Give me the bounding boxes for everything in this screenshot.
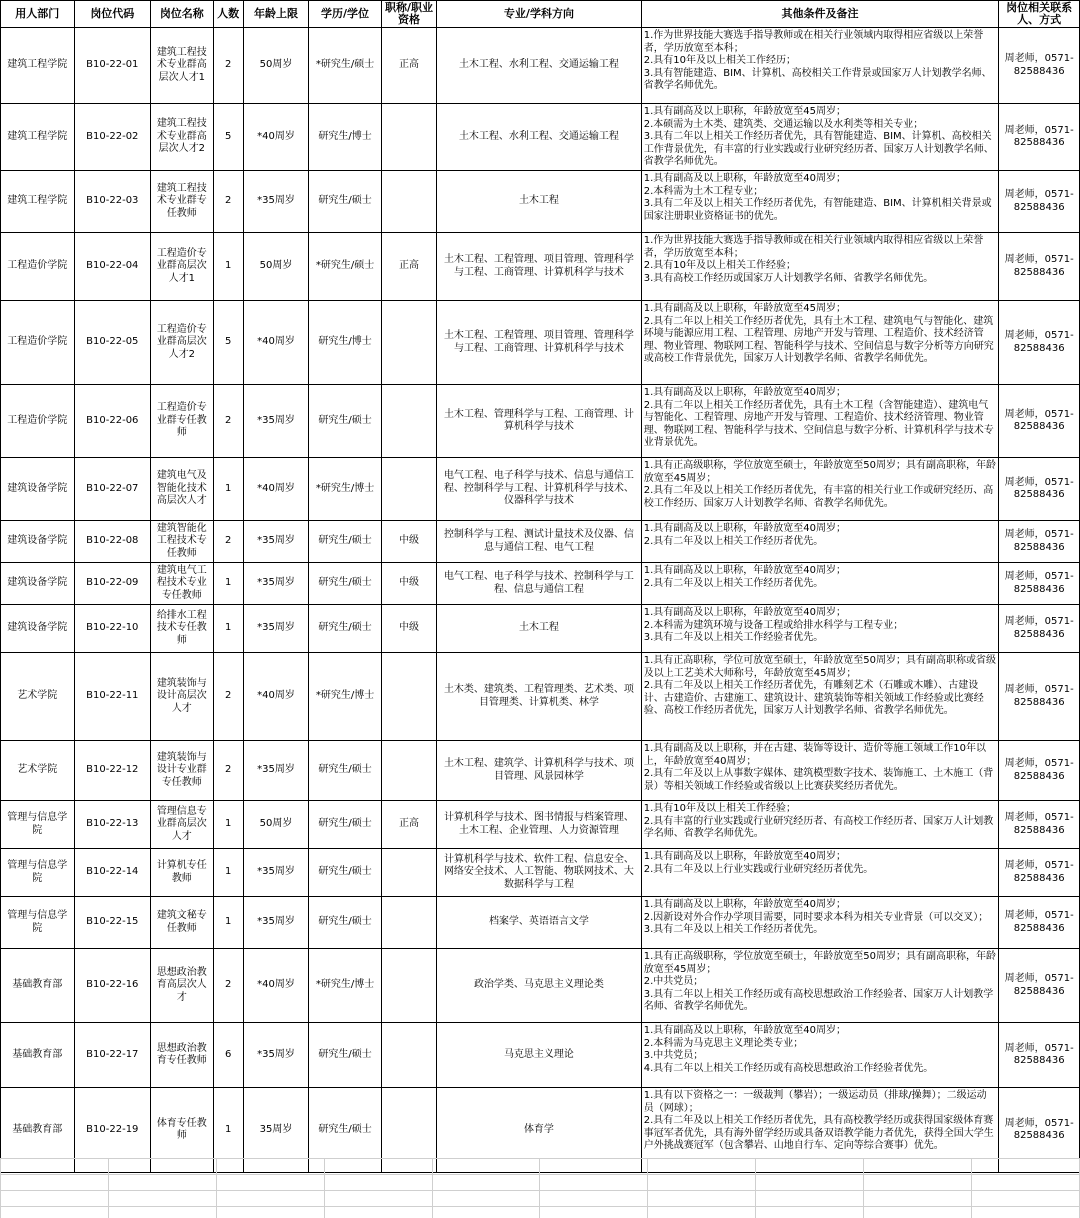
count-cell: 2: [213, 949, 243, 1023]
code-cell: B10-22-17: [74, 1023, 151, 1088]
note-line: 2.具有10年及以上相关工作经历；: [643, 55, 796, 66]
note-line: 1.作为世界技能大赛选手指导教师或在相关行业领域内取得相应省级以上荣誉者，学历放宽至本科；: [643, 235, 984, 259]
education-cell: 研究生/硕士: [309, 849, 382, 897]
note-line: 1.具有副高及以上职称，年龄放宽至40周岁；: [643, 1025, 846, 1036]
code-cell: B10-22-15: [74, 897, 151, 949]
contact-cell: 周老师，0571-82588436: [999, 801, 1080, 849]
title-cell: 中级: [381, 521, 436, 563]
education-cell: 研究生/硕士: [309, 605, 382, 653]
age-cell: *35周岁: [243, 741, 308, 801]
position-name-cell: 建筑文秘专任教师: [151, 897, 213, 949]
title-cell: 正高: [381, 28, 436, 104]
note-line: 1.具有副高及以上职称，年龄放宽至45周岁；: [643, 303, 846, 314]
header-title: 职称/职业资格: [381, 1, 436, 28]
notes-cell: [641, 171, 999, 233]
title-cell: [381, 949, 436, 1023]
major-cell: 土木工程、工程管理、项目管理、管理科学与工程、工商管理、计算机科学与技术: [437, 301, 642, 385]
education-cell: 研究生/硕士: [309, 1023, 382, 1088]
count-cell: 2: [213, 28, 243, 104]
education-cell: 研究生/博士: [309, 301, 382, 385]
code-cell: B10-22-08: [74, 521, 151, 563]
position-name-cell: 思想政治教育高层次人才: [151, 949, 213, 1023]
education-cell: *研究生/硕士: [309, 233, 382, 301]
position-name-cell: 工程造价专业群高层次人才1: [151, 233, 213, 301]
header-contact: 岗位相关联系人、方式: [999, 1, 1080, 28]
table-row: [1, 949, 1080, 1023]
position-name-cell: 体育专任教师: [151, 1088, 213, 1173]
age-cell: 50周岁: [243, 801, 308, 849]
contact-cell: 周老师，0571-82588436: [999, 563, 1080, 605]
note-line: 2.本科需为马克思主义理论类专业；: [643, 1037, 804, 1049]
notes-cell: [641, 104, 999, 171]
table-row: [1, 521, 1080, 563]
dept-cell: 基础教育部: [1, 1023, 75, 1088]
code-cell: B10-22-11: [74, 653, 151, 741]
contact-cell: 周老师，0571-82588436: [999, 521, 1080, 563]
position-name-cell: 计算机专任教师: [151, 849, 213, 897]
contact-cell: 周老师，0571-82588436: [999, 897, 1080, 949]
title-cell: [381, 653, 436, 741]
dept-cell: 建筑工程学院: [1, 28, 75, 104]
major-cell: 土木工程、水利工程、交通运输工程: [437, 28, 642, 104]
notes-cell: [641, 301, 999, 385]
major-cell: 土木工程、水利工程、交通运输工程: [437, 104, 642, 171]
count-cell: 2: [213, 653, 243, 741]
age-cell: *35周岁: [243, 897, 308, 949]
notes-cell: [641, 605, 999, 653]
notes-cell: [641, 233, 999, 301]
note-line: 2.本科需为土木工程专业；: [643, 185, 764, 197]
note-line: 2.具有二年及以上行业实践或行业研究经历者优先。: [643, 863, 874, 875]
table-row: [1, 301, 1080, 385]
empty-grid-area: [0, 1158, 1080, 1218]
contact-cell: 周老师，0571-82588436: [999, 849, 1080, 897]
code-cell: B10-22-13: [74, 801, 151, 849]
age-cell: *35周岁: [243, 605, 308, 653]
major-cell: 马克思主义理论: [437, 1023, 642, 1088]
major-cell: 计算机科学与技术、软件工程、信息安全、网络安全技术、人工智能、物联网技术、大数据科学与工程: [437, 849, 642, 897]
note-line: 4.具有二年以上相关工作经历或有高校思想政治工作经验者优先。: [643, 1062, 934, 1074]
notes-cell: [641, 563, 999, 605]
dept-cell: 工程造价学院: [1, 233, 75, 301]
title-cell: [381, 1023, 436, 1088]
dept-cell: 建筑工程学院: [1, 171, 75, 233]
age-cell: *40周岁: [243, 301, 308, 385]
header-name: 岗位名称: [151, 1, 213, 28]
table-row: [1, 563, 1080, 605]
position-name-cell: 建筑装饰与设计专业群专任教师: [151, 741, 213, 801]
position-name-cell: 工程造价专业群专任教师: [151, 385, 213, 458]
count-cell: 1: [213, 458, 243, 521]
header-edu: 学历/学位: [309, 1, 382, 28]
age-cell: *35周岁: [243, 385, 308, 458]
dept-cell: 工程造价学院: [1, 385, 75, 458]
contact-cell: 周老师，0571-82588436: [999, 605, 1080, 653]
count-cell: 1: [213, 233, 243, 301]
count-cell: 5: [213, 104, 243, 171]
code-cell: B10-22-02: [74, 104, 151, 171]
table-row: [1, 385, 1080, 458]
note-line: 1.具有正高级职称，学位放宽至硕士，年龄放宽至50周岁；具有副高职称，年龄放宽至45周岁；: [643, 460, 996, 484]
header-notes: 其他条件及备注: [641, 1, 999, 28]
table-row: [1, 28, 1080, 104]
contact-cell: 周老师，0571-82588436: [999, 1088, 1080, 1173]
title-cell: [381, 458, 436, 521]
note-line: 1.具有副高及以上职称，年龄放宽至40周岁；: [643, 173, 846, 184]
contact-cell: 周老师，0571-82588436: [999, 104, 1080, 171]
major-cell: 土木工程: [437, 171, 642, 233]
education-cell: 研究生/博士: [309, 104, 382, 171]
age-cell: *40周岁: [243, 653, 308, 741]
notes-cell: [641, 1023, 999, 1088]
education-cell: *研究生/博士: [309, 653, 382, 741]
education-cell: *研究生/博士: [309, 458, 382, 521]
age-cell: 35周岁: [243, 1088, 308, 1173]
major-cell: 土木类、建筑类、工程管理类、艺术类、项目管理类、计算机类、林学: [437, 653, 642, 741]
note-line: 3.具有二年以上相关工作经历或有高校思想政治工作经验者、国家万人计划教学名师、省教学名师优先。: [643, 988, 994, 1012]
age-cell: *35周岁: [243, 563, 308, 605]
position-name-cell: 建筑电气及智能化技术高层次人才: [151, 458, 213, 521]
title-cell: [381, 897, 436, 949]
header-count: 人数: [213, 1, 243, 28]
education-cell: 研究生/硕士: [309, 897, 382, 949]
note-line: 2.具有二年以上相关工作经历者优先，具有土木工程、建筑电气与智能化、建筑环境与能源应用工程、工程管理、房地产开发与管理、工程造价、技术经济管理、物业管理、物联网工程、智能科学与技术、空间信息与数字分析等方向研究或高校工作背景优先，国家万人计划教学名师、省教学名师优先。: [643, 315, 994, 364]
age-cell: *35周岁: [243, 1023, 308, 1088]
table-row: [1, 233, 1080, 301]
table-row: [1, 653, 1080, 741]
count-cell: 1: [213, 563, 243, 605]
note-line: 2.具有二年以上相关工作经历者优先，具有土木工程（含智能建造）、建筑电气与智能化、工程管理、房地产开发与管理、工程造价、技术经济管理、物业管理、物联网工程、智能科学与技术、空间信息与数字分析、计算机科学与技术专业背景优先。: [643, 399, 994, 448]
notes-cell: [641, 28, 999, 104]
notes-cell: [641, 653, 999, 741]
code-cell: B10-22-06: [74, 385, 151, 458]
title-cell: 正高: [381, 233, 436, 301]
table-body: [1, 28, 1080, 1173]
note-line: 3.具有二年及以上相关工作经历者优先。: [643, 924, 824, 935]
code-cell: B10-22-16: [74, 949, 151, 1023]
note-line: 2.具有10年及以上相关工作经验；: [643, 260, 796, 271]
education-cell: *研究生/博士: [309, 949, 382, 1023]
education-cell: 研究生/硕士: [309, 521, 382, 563]
contact-cell: 周老师，0571-82588436: [999, 458, 1080, 521]
dept-cell: 建筑设备学院: [1, 563, 75, 605]
table-row: [1, 741, 1080, 801]
code-cell: B10-22-01: [74, 28, 151, 104]
age-cell: *40周岁: [243, 104, 308, 171]
education-cell: 研究生/硕士: [309, 1088, 382, 1173]
notes-cell: [641, 458, 999, 521]
count-cell: 2: [213, 171, 243, 233]
title-cell: [381, 849, 436, 897]
note-line: 1.具有10年及以上相关工作经验；: [643, 803, 796, 814]
major-cell: 土木工程、建筑学、计算机科学与技术、项目管理、风景园林学: [437, 741, 642, 801]
note-line: 3.具有高校工作经历或国家万人计划教学名师、省教学名师优先。: [643, 272, 934, 284]
dept-cell: 艺术学院: [1, 653, 75, 741]
position-name-cell: 建筑工程技术专业群高层次人才1: [151, 28, 213, 104]
note-line: 2.具有二年及以上相关工作经历者优先，有雕刻艺术（石雕或木雕）、古建设计、古建造价、古建施工、建筑设计、建筑装饰等相关领域工作经验或比赛经验、高校工作经历者优先，国家万人计划教学名师、省教学名师优先。: [643, 680, 984, 716]
title-cell: [381, 741, 436, 801]
age-cell: *35周岁: [243, 171, 308, 233]
code-cell: B10-22-09: [74, 563, 151, 605]
note-line: 3.具有二年及以上相关工作经验者优先。: [643, 632, 824, 643]
count-cell: 5: [213, 301, 243, 385]
table-row: [1, 801, 1080, 849]
dept-cell: 建筑工程学院: [1, 104, 75, 171]
count-cell: 1: [213, 801, 243, 849]
position-name-cell: 建筑电气工程技术专业专任教师: [151, 563, 213, 605]
note-line: 1.作为世界技能大赛选手指导教师或在相关行业领域内取得相应省级以上荣誉者，学历放宽至本科；: [643, 30, 984, 54]
code-cell: B10-22-03: [74, 171, 151, 233]
note-line: 3.具有智能建造、BIM、计算机、高校相关工作背景或国家万人计划教学名师、省教学名师优先。: [643, 67, 992, 91]
education-cell: *研究生/硕士: [309, 28, 382, 104]
dept-cell: 基础教育部: [1, 1088, 75, 1173]
table-row: [1, 1023, 1080, 1088]
note-line: 1.具有副高及以上职称，年龄放宽至40周岁；: [643, 387, 846, 398]
education-cell: 研究生/硕士: [309, 385, 382, 458]
education-cell: 研究生/硕士: [309, 563, 382, 605]
dept-cell: 工程造价学院: [1, 301, 75, 385]
header-major: 专业/学科方向: [437, 1, 642, 28]
major-cell: 土木工程: [437, 605, 642, 653]
table-row: [1, 104, 1080, 171]
notes-cell: [641, 801, 999, 849]
dept-cell: 管理与信息学院: [1, 849, 75, 897]
note-line: 2.具有丰富的行业实践或行业研究经历者、有高校工作经历者、国家万人计划教学名师、省教学名师优先。: [643, 815, 994, 839]
count-cell: 1: [213, 1088, 243, 1173]
major-cell: 土木工程、管理科学与工程、工商管理、计算机科学与技术: [437, 385, 642, 458]
major-cell: 电气工程、电子科学与技术、控制科学与工程、信息与通信工程: [437, 563, 642, 605]
note-line: 1.具有正高级职称，学位放宽至硕士，年龄放宽至50周岁；具有副高职称，年龄放宽至45周岁；: [643, 951, 996, 975]
position-name-cell: 给排水工程技术专任教师: [151, 605, 213, 653]
header-dept: 用人部门: [1, 1, 75, 28]
contact-cell: 周老师，0571-82588436: [999, 171, 1080, 233]
dept-cell: 管理与信息学院: [1, 801, 75, 849]
title-cell: 中级: [381, 605, 436, 653]
contact-cell: 周老师，0571-82588436: [999, 1023, 1080, 1088]
note-line: 2.本科需为建筑环境与设备工程或给排水科学与工程专业；: [643, 619, 904, 631]
note-line: 2.具有二年及以上从事数字媒体、建筑模型数字技术、装饰施工、土木施工（背景）等相关领域工作经验或省级以上比赛获奖经历者优先。: [643, 768, 994, 792]
age-cell: *35周岁: [243, 521, 308, 563]
dept-cell: 艺术学院: [1, 741, 75, 801]
count-cell: 2: [213, 385, 243, 458]
header-row: [1, 1, 1080, 28]
position-name-cell: 管理信息专业群高层次人才: [151, 801, 213, 849]
note-line: 1.具有副高及以上职称，年龄放宽至40周岁；: [643, 523, 846, 534]
contact-cell: 周老师，0571-82588436: [999, 28, 1080, 104]
note-line: 2.本硕需为土木类、建筑类、交通运输以及水利类等相关专业；: [643, 118, 924, 130]
dept-cell: 管理与信息学院: [1, 897, 75, 949]
count-cell: 6: [213, 1023, 243, 1088]
position-name-cell: 工程造价专业群高层次人才2: [151, 301, 213, 385]
notes-cell: [641, 949, 999, 1023]
table-row: [1, 897, 1080, 949]
contact-cell: 周老师，0571-82588436: [999, 949, 1080, 1023]
note-line: 3.中共党员；: [643, 1050, 704, 1061]
note-line: 2.具有二年及以上相关工作经历者优先。: [643, 577, 824, 589]
note-line: 1.具有以下资格之一：一级裁判（攀岩）；一级运动员（排球/操舞）；二级运动员（网球）；: [643, 1090, 987, 1114]
table-row: [1, 171, 1080, 233]
age-cell: *40周岁: [243, 949, 308, 1023]
major-cell: 土木工程、工程管理、项目管理、管理科学与工程、工商管理、计算机科学与技术: [437, 233, 642, 301]
title-cell: 中级: [381, 563, 436, 605]
position-name-cell: 建筑装饰与设计高层次人才: [151, 653, 213, 741]
major-cell: 体育学: [437, 1088, 642, 1173]
position-name-cell: 建筑工程技术专业群专任教师: [151, 171, 213, 233]
note-line: 2.中共党员；: [643, 976, 704, 987]
contact-cell: 周老师，0571-82588436: [999, 385, 1080, 458]
count-cell: 2: [213, 521, 243, 563]
age-cell: 50周岁: [243, 28, 308, 104]
education-cell: 研究生/硕士: [309, 741, 382, 801]
note-line: 1.具有副高及以上职称，年龄放宽至40周岁；: [643, 899, 846, 910]
title-cell: 正高: [381, 801, 436, 849]
dept-cell: 基础教育部: [1, 949, 75, 1023]
notes-cell: [641, 849, 999, 897]
empty-grid: [0, 1158, 1080, 1218]
title-cell: [381, 104, 436, 171]
count-cell: 2: [213, 741, 243, 801]
major-cell: 控制科学与工程、测试计量技术及仪器、信息与通信工程、电气工程: [437, 521, 642, 563]
count-cell: 1: [213, 605, 243, 653]
note-line: 3.具有二年及以上相关工作经历者优先，有智能建造、BIM、计算机相关背景或国家注册职业资格证书的优先。: [643, 198, 992, 222]
note-line: 1.具有副高及以上职称，年龄放宽至40周岁；: [643, 851, 846, 862]
position-name-cell: 建筑智能化工程技术专任教师: [151, 521, 213, 563]
notes-cell: [641, 741, 999, 801]
note-line: 1.具有正高职称，学位可放宽至硕士，年龄放宽至50周岁；具有副高职称或省级及以上工艺美术大师称号，年龄放宽至45周岁；: [643, 655, 996, 679]
title-cell: [381, 385, 436, 458]
header-code: 岗位代码: [74, 1, 151, 28]
major-cell: 计算机科学与技术、图书情报与档案管理、土木工程、企业管理、人力资源管理: [437, 801, 642, 849]
age-cell: *40周岁: [243, 458, 308, 521]
note-line: 2.具有二年及以上相关工作经历者优先。: [643, 535, 824, 547]
note-line: 1.具有副高及以上职称，年龄放宽至45周岁；: [643, 106, 846, 117]
code-cell: B10-22-19: [74, 1088, 151, 1173]
note-line: 2.具有二年及以上相关工作经历者优先，有丰富的相关行业工作或研究经历、高校工作经历、国家万人计划教学名师、省教学名师优先。: [643, 485, 994, 509]
dept-cell: 建筑设备学院: [1, 521, 75, 563]
code-cell: B10-22-14: [74, 849, 151, 897]
major-cell: 政治学类、马克思主义理论类: [437, 949, 642, 1023]
contact-cell: 周老师，0571-82588436: [999, 741, 1080, 801]
count-cell: 1: [213, 849, 243, 897]
age-cell: *35周岁: [243, 849, 308, 897]
count-cell: 1: [213, 897, 243, 949]
header-age: 年龄上限: [243, 1, 308, 28]
code-cell: B10-22-05: [74, 301, 151, 385]
notes-cell: [641, 521, 999, 563]
code-cell: B10-22-07: [74, 458, 151, 521]
table-row: [1, 605, 1080, 653]
major-cell: 档案学、英语语言文学: [437, 897, 642, 949]
note-line: 2.具有二年及以上相关工作经历者优先，具有高校教学经历或获得国家级体育赛事冠军者优先，具有海外留学经历或具备双语教学能力者优先，获得全国大学生户外挑战赛冠军（包含攀岩、山地自行车、定向等综合赛事）优先。: [643, 1115, 994, 1151]
code-cell: B10-22-10: [74, 605, 151, 653]
education-cell: 研究生/硕士: [309, 801, 382, 849]
note-line: 2.因新设对外合作办学项目需要，同时要求本科为相关专业背景（可以交叉）；: [643, 911, 989, 923]
table-row: [1, 849, 1080, 897]
major-cell: 电气工程、电子科学与技术、信息与通信工程、控制科学与工程、计算机科学与技术、仪器科学与技术: [437, 458, 642, 521]
contact-cell: 周老师，0571-82588436: [999, 301, 1080, 385]
position-name-cell: 建筑工程技术专业群高层次人才2: [151, 104, 213, 171]
table-row: [1, 458, 1080, 521]
age-cell: 50周岁: [243, 233, 308, 301]
contact-cell: 周老师，0571-82588436: [999, 653, 1080, 741]
position-name-cell: 思想政治教育专任教师: [151, 1023, 213, 1088]
code-cell: B10-22-04: [74, 233, 151, 301]
contact-cell: 周老师，0571-82588436: [999, 233, 1080, 301]
note-line: 3.具有二年以上相关工作经历者优先，具有智能建造、BIM、计算机、高校相关工作背景优先，有丰富的行业实践或行业研究经历者、国家万人计划教学名师、省教学名师优先。: [643, 131, 994, 167]
note-line: 1.具有副高及以上职称，并在古建、装饰等设计、造价等施工领域工作10年以上，年龄放宽至40周岁；: [643, 743, 986, 767]
notes-cell: [641, 385, 999, 458]
note-line: 1.具有副高及以上职称，年龄放宽至40周岁；: [643, 607, 846, 618]
title-cell: [381, 301, 436, 385]
title-cell: [381, 171, 436, 233]
education-cell: 研究生/硕士: [309, 171, 382, 233]
notes-cell: [641, 897, 999, 949]
note-line: 1.具有副高及以上职称，年龄放宽至40周岁；: [643, 565, 846, 576]
dept-cell: 建筑设备学院: [1, 605, 75, 653]
code-cell: B10-22-12: [74, 741, 151, 801]
dept-cell: 建筑设备学院: [1, 458, 75, 521]
